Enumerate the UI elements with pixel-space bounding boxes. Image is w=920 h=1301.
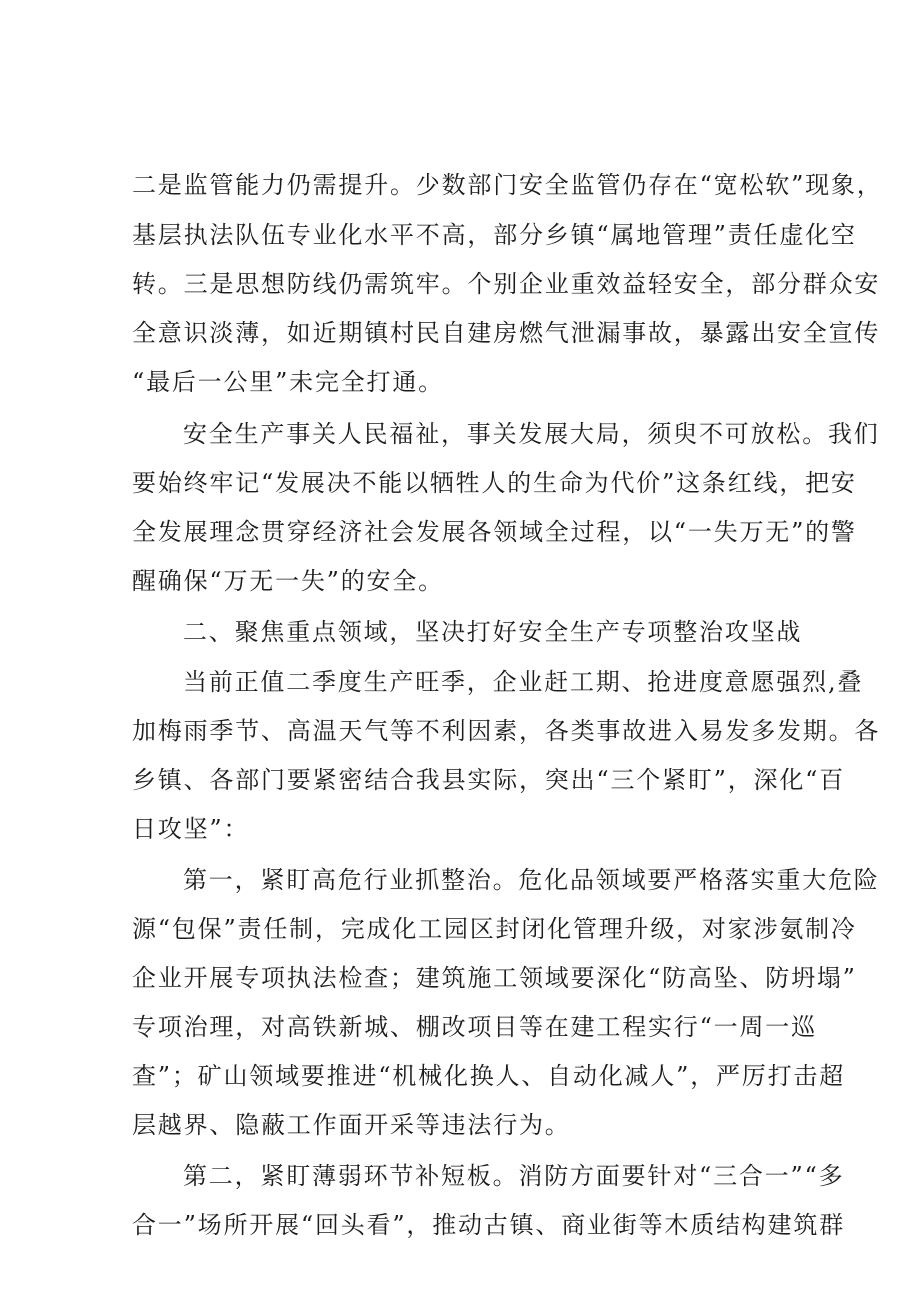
paragraph-4-line-2: 源“包保”责任制，完成化工园区封闭化管理升级，对家涉氨制冷 <box>132 915 857 943</box>
paragraph-3-line-2: 加梅雨季节、高温天气等不利因素，各类事故进入易发多发期。各 <box>132 717 881 745</box>
paragraph-5-line-2: 合一”场所开展“回头看”，推动古镇、商业街等木质结构建筑群 <box>132 1211 846 1239</box>
paragraph-3-line-4: 日攻坚”： <box>132 815 250 843</box>
paragraph-5-line-1: 第二，紧盯薄弱环节补短板。消防方面要针对“三合一”“多 <box>183 1162 845 1190</box>
paragraph-1-line-4: 全意识淡薄，如近期镇村民自建房燃气泄漏事故，暴露出安全宣传 <box>132 319 881 347</box>
paragraph-1-line-3: 转。三是思想防线仍需筑牢。个别企业重效益轻安全，部分群众安 <box>132 270 881 298</box>
section-heading-2: 二、聚焦重点领域，坚决打好安全生产专项整治攻坚战 <box>183 618 803 646</box>
paragraph-3-line-3: 乡镇、各部门要紧密结合我县实际，突出“三个紧盯”，深化“百 <box>132 766 846 794</box>
paragraph-2-line-4: 醒确保“万无一失”的安全。 <box>132 567 444 595</box>
paragraph-2-line-3: 全发展理念贯穿经济社会发展各领域全过程，以“一失万无”的警 <box>132 518 857 546</box>
paragraph-4-line-1: 第一，紧盯高危行业抓整治。危化品领域要严格落实重大危险 <box>183 866 880 894</box>
paragraph-4-line-6: 层越界、隐蔽工作面开采等违法行为。 <box>132 1111 571 1139</box>
paragraph-2-line-2: 要始终牢记“发展决不能以牺牲人的生命为代价”这条红线，把安 <box>132 469 857 497</box>
paragraph-4-line-5: 查”；矿山领域要推进“机械化换人、自动化减人”，严厉打击超 <box>132 1062 846 1090</box>
paragraph-1-line-2: 基层执法队伍专业化水平不高，部分乡镇“属地管理”责任虚化空 <box>132 221 857 249</box>
paragraph-3-line-1: 当前正值二季度生产旺季，企业赶工期、抢进度意愿强烈,叠 <box>183 668 864 696</box>
paragraph-2-line-1: 安全生产事关人民福祉，事关发展大局，须臾不可放松。我们 <box>183 420 880 448</box>
paragraph-4-line-4: 专项治理，对高铁新城、棚改项目等在建工程实行“一周一巡 <box>132 1013 817 1041</box>
paragraph-1-line-1: 二是监管能力仍需提升。少数部门安全监管仍存在“宽松软”现象， <box>132 171 883 199</box>
paragraph-1-line-5: “最后一公里”未完全打通。 <box>132 368 444 396</box>
paragraph-4-line-3: 企业开展专项执法检查；建筑施工领域要深化“防高坠、防坍塌” <box>132 964 857 992</box>
